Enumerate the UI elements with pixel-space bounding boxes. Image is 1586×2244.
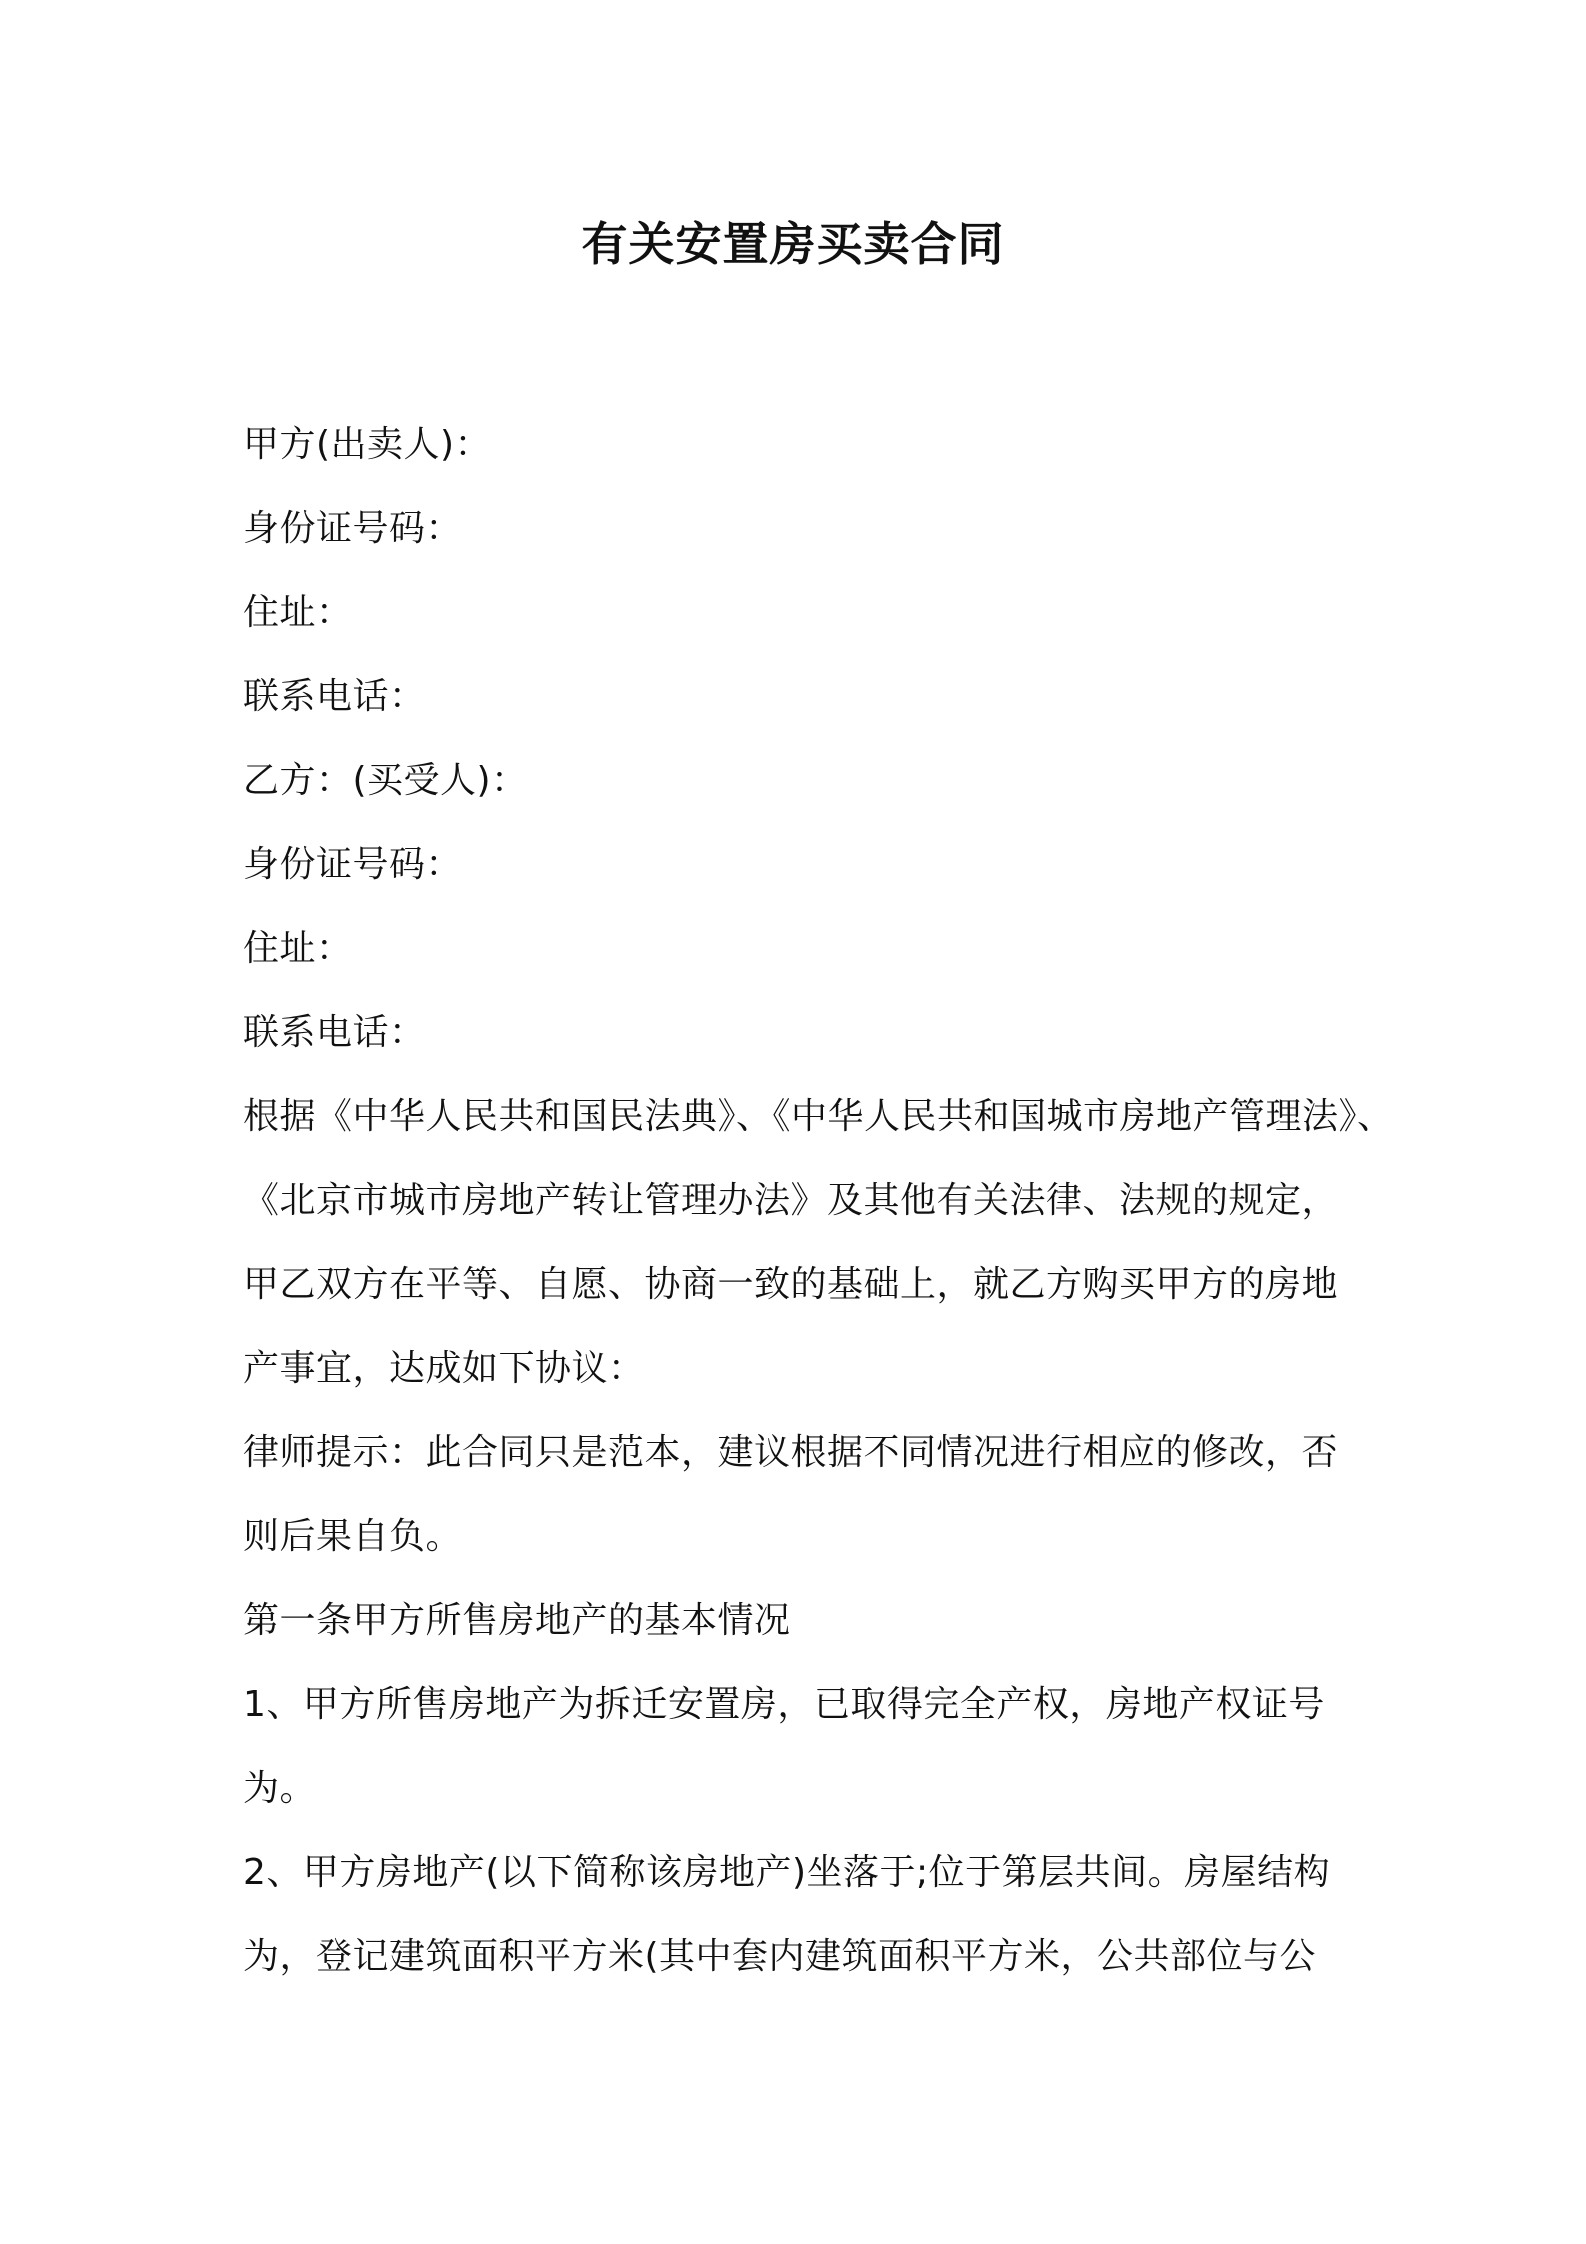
preamble-line-4: 产事宜，达成如下协议： [243,1348,645,1389]
clause-2-line-2: 为，登记建筑面积平方米(其中套内建筑面积平方米，公共部位与公 [243,1936,1317,1977]
buyer-address-label: 住址： [243,928,353,969]
buyer-phone-label: 联系电话： [243,1012,426,1053]
clause-1-line-1: 1、甲方所售房地产为拆迁安置房，已取得完全产权，房地产权证号 [243,1684,1325,1725]
buyer-id-label: 身份证号码： [243,844,463,885]
preamble-line-2: 《北京市城市房地产转让管理办法》及其他有关法律、法规的规定， [243,1180,1339,1221]
article-1-heading: 第一条甲方所售房地产的基本情况 [243,1600,791,1641]
seller-phone-label: 联系电话： [243,676,426,717]
document-body [243,403,1394,1999]
clause-1-line-2: 为。 [243,1768,317,1809]
lawyer-tip-line-2: 则后果自负。 [243,1516,463,1557]
seller-address-label: 住址： [243,592,353,633]
clause-2-line-1: 2、甲方房地产(以下简称该房地产)坐落于;位于第层共间。房屋结构 [243,1852,1331,1893]
buyer-label: 乙方：(买受人)： [243,760,528,801]
preamble-line-3: 甲乙双方在平等、自愿、协商一致的基础上，就乙方购买甲方的房地 [243,1264,1339,1305]
seller-id-label: 身份证号码： [243,508,463,549]
lawyer-tip-line-1: 律师提示：此合同只是范本，建议根据不同情况进行相应的修改，否 [243,1432,1339,1473]
seller-label: 甲方(出卖人)： [243,424,492,465]
preamble-line-1: 根据《中华人民共和国民法典》、《中华人民共和国城市房地产管理法》、 [243,1096,1394,1137]
document-title: 有关安置房买卖合同 [581,217,1005,271]
